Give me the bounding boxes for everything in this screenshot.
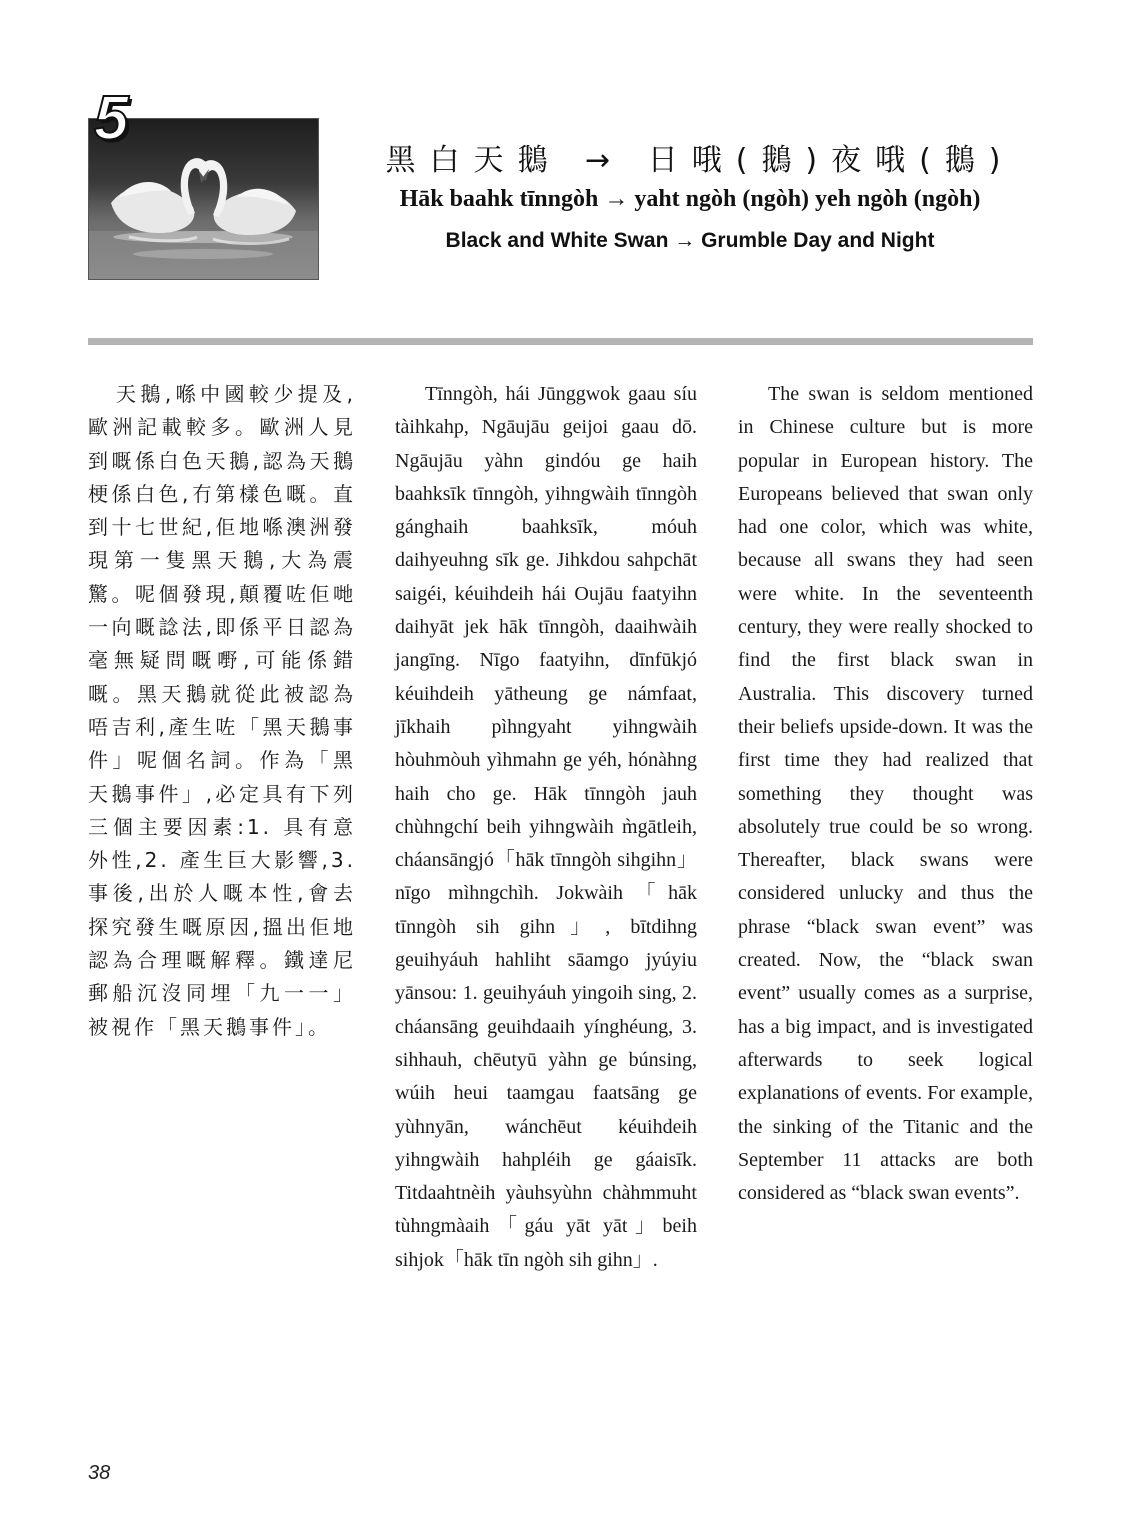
title-jyutping: Hāk baahk tīnngòh → yaht ngòh (ngòh) yeh ngòh (ngòh) <box>399 186 981 212</box>
title-english: Black and White Swan → Grumble Day and Night <box>445 229 935 252</box>
title-chinese: 黑白天鵝 → 日哦(鵝)夜哦(鵝) <box>385 143 1015 178</box>
page-number: 38 <box>88 1462 111 1484</box>
body-english-column: The swan is seldom mentioned in Chinese culture but is more popular in European history. The Europeans believed that swan only had one color, which was white, because all swans they had seen were white. In the seventeenth century, they were really shocked to find the first black swan in Australia. This discovery turned their beliefs upside-down. It was the first time they had realized that something they thought was absolutely true could be so wrong. Thereafter, black swans were considered unlucky and thus the phrase “black swan event” was created. Now, the “black swan event” usually comes as a surprise, has a big impact, and is investigated afterwards to seek logical explanations of events. For example, the sinking of the Titanic and the September 11 attacks are both considered as “black swan events”. <box>738 383 1033 1205</box>
body-chinese-column: 天鵝,喺中國較少提及,歐洲記載較多。歐洲人見到嘅係白色天鵝,認為天鵝梗係白色,冇第樣色嘅。直到十七世紀,佢地喺澳洲發現第一隻黑天鵝,大為震驚。呢個發現,顛覆咗佢哋一向嘅諗法,即係平日認為毫無疑問嘅嘢,可能係錯嘅。黑天鵝就從此被認為唔吉利,產生咗「黑天鵝事件」呢個名詞。作為「黑天鵝事件」,必定具有下列三個主要因素:1. 具有意外性,2. 產生巨大影響,3. 事後,出於人嘅本性,會去探究發生嘅原因,搵出佢地認為合理嘅解釋。鐵達尼郵船沉沒同埋「九一一」被視作「黑天鵝事件」。 <box>88 382 356 1039</box>
lesson-number: 5 <box>94 84 129 153</box>
section-divider <box>88 338 1033 345</box>
body-jyutping-column: Tīnngòh, hái Jūnggwok gaau síu tàihkahp, Ngāujāu geijoi gaau dō. Ngāujāu yàhn gindóu ge haih baahksīk tīnngòh, yihngwàih tīnngòh gánghaih baahksīk, móuh daihyeuhng sīk ge. Jihkdou sahpchāt saigéi, kéuihdeih hái Oujāu faatyihn daihyāt jek hāk tīnngòh, daaihwàih jangīng. Nīgo faatyihn, dīnfūkjó kéuihdeih yātheung ge námfaat, jīkhaih pìhngyaht yihngwàih hòuhmòuh yìhmahn ge yéh, hónàhng haih cho ge. Hāk tīnngòh jauh chùhngchí beih yihngwàih m̀gātleih, cháansāngjó「hāk tīnngòh sihgihn」nīgo mìhngchìh. Jokwàih「hāk tīnngòh sih gihn」, bītdihng geuihyáuh hahliht sāamgo jyúyiu yānsou: 1. geuihyáuh yingoih sing, 2. cháansāng geuihdaaih yínghéung, 3. sihhauh, chēutyū yàhn ge búnsing, wúih heui taamgau faatsāng ge yùhnyān, wánchēut kéuihdeih yihngwàih hahpléih ge gáaisīk. Titdaahtnèih yàuhsyùhn chàhmmuht tùhngmàaih「gáu yāt yāt」beih sihjok「hāk tīn ngòh sih gihn」. <box>395 383 697 1271</box>
